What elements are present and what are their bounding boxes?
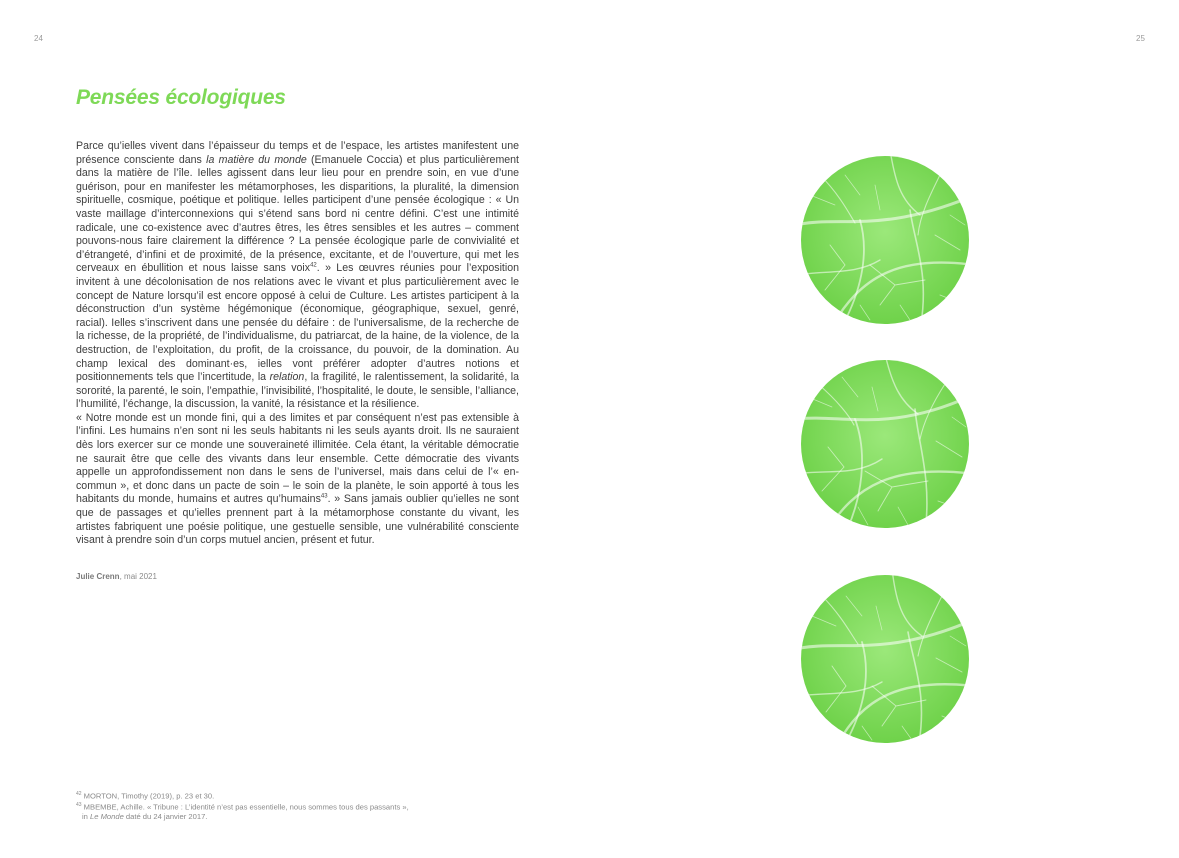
footnote-number: 43 xyxy=(76,802,82,809)
green-leaf-circle-icon xyxy=(800,574,970,744)
footnote-text: MBEMBE, Achille. « Tribune : L’identité n’est pas essentielle, nous sommes tous des passants », xyxy=(81,802,409,812)
footnote-text: in xyxy=(82,812,91,822)
footnote-42 xyxy=(76,790,506,801)
green-leaf-circle-icon xyxy=(800,155,970,325)
footnote-italic: Le Monde xyxy=(90,812,124,822)
page-number-right: 25 xyxy=(1136,34,1145,43)
footnote-text: daté du 24 janvier 2017. xyxy=(123,812,208,822)
footnote-43-continued xyxy=(76,812,506,822)
signature-date: , mai 2021 xyxy=(119,572,157,581)
italic-run: la matière du monde xyxy=(206,153,307,166)
footnote-43 xyxy=(76,801,506,812)
paragraph-2 xyxy=(76,412,519,548)
footnote-ref[interactable]: 43 xyxy=(320,493,328,500)
text-run: « Notre monde est un monde fini, qui a des limites et par conséquent n’est pas extensible à l’infini. Les humains n’en sont ni les seuls habitants ni les seuls ayants droit. Ils ne sauraient dès lors exercer sur ce monde une souveraineté illimitée. Cela étant, la véritable démocratie ne saurait être que celle des vivants dans leur ensemble. Cette démocratie des vivants appelle un approfondissement non dans le sens de l’universel, mais dans celui de l’« en-commun », et donc dans un pacte de soin – le soin de la planète, le soin apporté à tous les habitants du monde, humains et autres qu’humains xyxy=(76,411,519,506)
signature xyxy=(76,572,157,581)
text-run: , la fragilité, le ralentissement, la solidarité, la sororité, la parenté, le soin, l’empathie, l’invisibilité, l’hospitalité, le doute, le sensible, l’alliance, l’humilité, l’échange, la discussion, la vanité, la résistance et la résilience. xyxy=(76,371,520,411)
text-run: . » Les œuvres réunies pour l’exposition invitent à une décolonisation de nos relations avec le vivant et plus particulièrement avec le concept de Nature lorsqu’il est encore opposé à celui de Culture. Les artistes participent à la déconstruction d’un système hégémonique (économique, géographique, sexuel, genré, racial). Ielles s’inscrivent dans une pensée du défaire : de l’universalisme, de la recherche de la richesse, de la propriété, de l’individualisme, du patriarcat, de la haine, de la violence, de la destruction, de l’exploitation, du profit, de la croissance, du pouvoir, de la domination. Au champ lexical des dominant·es, ielles vont préférer adopter d’autres notions et positionnements tels que l’incertitude, la xyxy=(76,262,520,384)
green-leaf-circle-icon xyxy=(800,359,970,529)
italic-run: relation xyxy=(269,371,305,384)
footnote-ref[interactable]: 42 xyxy=(310,262,317,269)
text-run: (Emanuele Coccia) et plus particulièrement dans la matière de l’île. Ielles agissent dans leur lieu pour en prendre soin, en vue d’une guérison, pour en manifester les métamorphoses, les disparitions, la pluralité, la dimension spirituelle, cosmique, poétique et politique. Ielles participent d’une pensée écologique : « Un vaste maillage d’interconnexions qui s’étend sans bord ni centre défini. C’est une intimité radicale, une co-existence avec d’autres êtres, les êtres sensibles et les autres – comment pouvons-nous faire clairement la différence ? La pensée écologique parle de convivialité et d’étrangeté, d’infini et de proximité, de la présence, excitante, et de l’ouverture, qui met les cerveaux en ébullition et nous laisse sans voix xyxy=(76,153,519,275)
text-run: . » Sans jamais oublier qu’ielles ne sont que de passages et qu’ielles prennent part à la métamorphose constante du vivant, les artistes fabriquent une poésie politique, une gestuelle sensible, une vulnérabilité consciente visant à prendre soin d’un corps mutuel ancien, présent et futur. xyxy=(76,493,519,547)
article-body xyxy=(76,140,519,548)
paragraph-1 xyxy=(76,140,519,412)
article-title: Pensées écologiques xyxy=(76,86,286,109)
footnotes xyxy=(76,790,506,822)
text-run: Parce qu’ielles vivent dans l’épaisseur du temps et de l’espace, les artistes manifestent une présence consciente dans xyxy=(76,140,519,166)
author-name: Julie Crenn xyxy=(76,572,120,581)
footnote-text: MORTON, Timothy (2019), p. 23 et 30. xyxy=(81,791,215,801)
leaf-image-column xyxy=(800,0,970,858)
page-number-left: 24 xyxy=(34,34,43,43)
footnote-number: 42 xyxy=(76,791,82,797)
